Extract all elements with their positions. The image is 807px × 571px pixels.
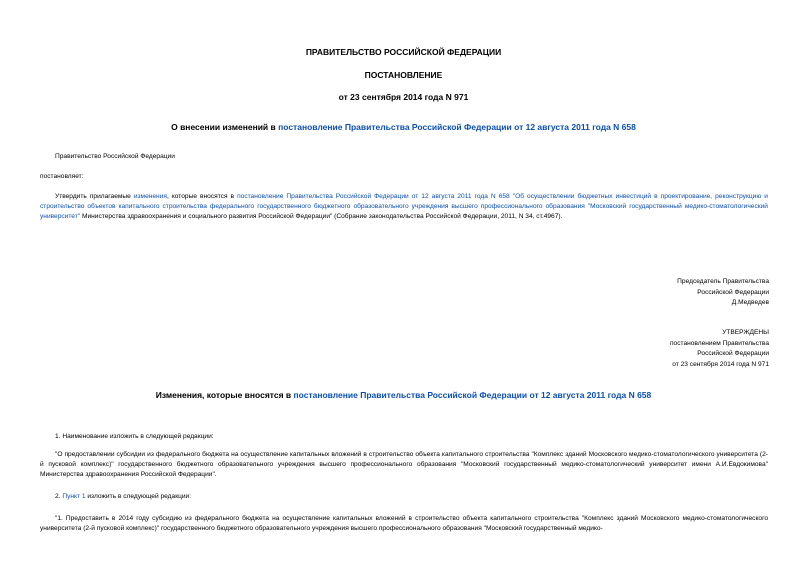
resolution-658-link[interactable]: постановление Правительства Российской Федерации от 12 августа 2011 года N 658 "Об осуществлении бюджетных инвестиций в проектирование, реконструкцию и строительство объектов капитального строительства федерального государственного бюджетного образовательного учреждения высшего профессионального образования "Московский государственный медико-стоматологический университет" [40,193,768,220]
resolution-text-b: , которые вносятся в [166,193,238,200]
change-item-2-a: 2. [55,493,63,500]
approved-line-2: постановлением Правительства [669,339,769,347]
change-item-1: 1. Наименование изложить в следующей редакции: [55,433,214,440]
approved-heading: УТВЕРЖДЕНЫ [722,329,769,336]
signature-line-1: Председатель Правительства [677,278,769,285]
change-item-2-text: "1. Предоставить в 2014 году субсидию из федерального бюджета на осуществление капитальных вложений в строительство объекта капитального строительства "Комплекс зданий Московского медико-стоматологического университета (2-й пусковой комплекс)" государственного бюджетного образовательного учреждения высшего профессионального образования "Московский государственный медико- [40,515,768,532]
document-type: ПОСТАНОВЛЕНИЕ [364,70,443,80]
resolution-text-a: Утвердить прилагаемые [55,193,134,200]
issuer-text: Правительство Российской Федерации [55,153,175,160]
point-1-link[interactable]: Пункт 1 [62,493,86,500]
changes-title-link[interactable]: постановление Правительства Российской Федерации от 12 августа 2011 года N 658 [293,390,652,400]
document-date-number: от 23 сентября 2014 года N 971 [338,92,469,102]
signature-block [677,277,769,309]
signature-line-2: Российской Федерации [697,288,769,296]
document-title-link[interactable]: постановление Правительства Российской Федерации от 12 августа 2011 года N 658 [278,122,636,132]
change-item-1-text: "О предоставлении субсидии из федерального бюджета на осуществление капитальных вложений в строительство объекта капитального строительства "Комплекс зданий Московского медико-стоматологического университета (2-й пусковой комплекс)" государственного бюджетного образовательного учреждения высшего профессионального образования "Московский государственный медико-стоматологический университет имени А.И.Евдокимова" Министерства здравоохранения Российской Федерации". [40,451,768,478]
resolution-paragraph [40,192,768,222]
document-title [0,122,807,132]
document-title-prefix: О внесении изменений в [171,122,279,132]
government-heading: ПРАВИТЕЛЬСТВО РОССИЙСКОЙ ФЕДЕРАЦИИ [305,47,502,57]
change-item-2-b: изложить в следующей редакции: [85,493,192,500]
approved-date: от 23 сентября 2014 года N 971 [672,360,769,368]
changes-link[interactable]: изменения [133,193,167,200]
resolution-text-c: Министерства здравоохранения и социального развития Российской Федерации" (Собрание законодательства Российской Федерации, 2011, N 34, ст.4967). [80,213,563,220]
change-item-2 [55,492,191,502]
changes-title-prefix: Изменения, которые вносятся в [155,390,294,400]
decrees-text: постановляет: [40,173,84,180]
changes-title [0,390,807,400]
signature-name: Д.Медведев [731,299,769,306]
approved-line-3: Российской Федерации [697,350,769,357]
approved-block [670,328,769,370]
